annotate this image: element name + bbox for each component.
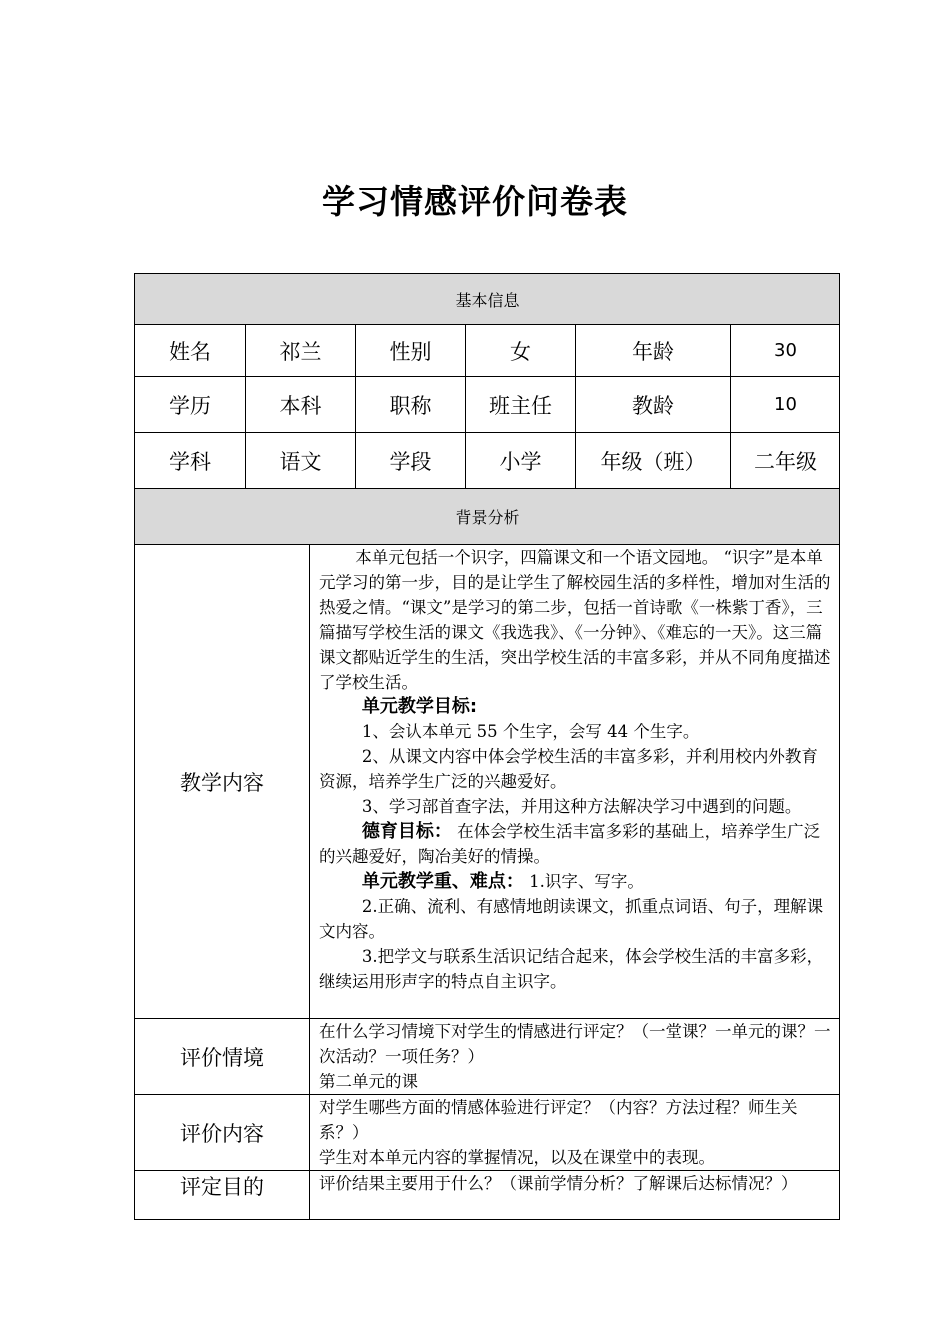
cell-text: 姓名 — [169, 339, 211, 364]
key-2: 2.正确、流利、有感情地朗读课文，抓重点词语、句子，理解课文内容。 — [319, 897, 824, 941]
page-title: 学习情感评价问卷表 — [322, 182, 628, 221]
info-cell-stage-value — [465, 432, 575, 488]
info-cell-gender-value — [465, 324, 575, 376]
basic-info-header-label: 基本信息 — [455, 290, 520, 310]
info-cell-education-label — [134, 376, 245, 432]
eval-content-answer: 学生对本单元内容的掌握情况，以及在课堂中的表现。 — [319, 1148, 715, 1167]
eval-content-body — [309, 1094, 840, 1170]
moral-text: 在体会学校生活丰富多彩的基础上，培养学生广泛的兴趣爱好，陶冶美好的情操。 — [319, 822, 821, 866]
cell-text: 30 — [774, 340, 797, 361]
cell-text: 职称 — [389, 393, 432, 418]
cell-text: 年级（班） — [600, 449, 706, 474]
info-cell-age-label — [575, 324, 730, 376]
eval-purpose-label: 评定目的 — [180, 1175, 264, 1199]
cell-text: 教龄 — [632, 393, 674, 418]
eval-context-label-cell — [134, 1018, 309, 1094]
cell-text: 性别 — [389, 339, 432, 364]
eval-context-label: 评价情境 — [180, 1045, 264, 1070]
info-cell-title-value — [465, 376, 575, 432]
eval-purpose-body — [309, 1170, 840, 1220]
key-3: 3.把学文与联系生活识记结合起来，体会学校生活的丰富多彩，继续运用形声字的特点自主识字。 — [319, 947, 824, 991]
background-header — [134, 488, 840, 544]
background-header-label: 背景分析 — [455, 508, 520, 527]
cell-text: 二年级 — [754, 449, 817, 474]
key-1: 1.识字、写字。 — [529, 872, 644, 891]
eval-purpose-question: 评价结果主要用于什么？（课前学情分析？了解课后达标情况？） — [319, 1174, 798, 1193]
eval-purpose-label-cell — [134, 1170, 309, 1220]
cell-text: 学科 — [169, 449, 211, 474]
teaching-content-label-cell — [134, 544, 309, 1018]
info-cell-gender-label — [355, 324, 465, 376]
basic-info-header — [134, 273, 840, 324]
eval-context-question: 在什么学习情境下对学生的情感进行评定？（一堂课？一单元的课？一次活动？一项任务？） — [319, 1022, 831, 1066]
cell-text: 学段 — [389, 449, 432, 474]
table-bottom-border — [134, 1219, 840, 1220]
key-title: 单元教学重、难点： — [361, 871, 524, 892]
table-right-border — [839, 273, 840, 1220]
info-cell-name-label — [134, 324, 245, 376]
cell-text: 10 — [774, 394, 797, 415]
cell-text: 女 — [510, 339, 531, 364]
info-cell-subject-value — [245, 432, 355, 488]
eval-content-question: 对学生哪些方面的情感体验进行评定？（内容？方法过程？师生关系？） — [319, 1098, 798, 1142]
eval-context-body — [309, 1018, 840, 1094]
cell-text: 本科 — [279, 393, 322, 418]
teaching-content-body — [309, 544, 840, 1018]
info-cell-grade-label — [575, 432, 730, 488]
goals-title: 单元教学目标: — [361, 696, 478, 717]
info-cell-subject-label — [134, 432, 245, 488]
evaluation-table — [134, 273, 840, 1220]
teaching-content-label: 教学内容 — [180, 770, 264, 795]
eval-content-label: 评价内容 — [180, 1121, 264, 1146]
moral-title: 德育目标： — [361, 821, 452, 842]
info-cell-title-label — [355, 376, 465, 432]
eval-context-answer: 第二单元的课 — [319, 1072, 418, 1091]
info-cell-name-value — [245, 324, 355, 376]
info-cell-years-label — [575, 376, 730, 432]
info-cell-education-value — [245, 376, 355, 432]
cell-text: 小学 — [499, 449, 542, 474]
goal-1: 1、会认本单元 55 个生字，会写 44 个生字。 — [361, 722, 700, 741]
info-cell-stage-label — [355, 432, 465, 488]
cell-text: 年龄 — [632, 339, 674, 364]
cell-text: 学历 — [169, 393, 211, 418]
cell-text: 祁兰 — [279, 339, 322, 364]
cell-text: 语文 — [279, 449, 322, 474]
goal-3: 3、学习部首查字法，并用这种方法解决学习中遇到的问题。 — [361, 797, 802, 816]
info-cell-years-value — [730, 376, 840, 432]
goal-2: 2、从课文内容中体会学校生活的丰富多彩，并利用校内外教育资源，培养学生广泛的兴趣爱好。 — [319, 747, 818, 791]
info-cell-grade-value — [730, 432, 840, 488]
eval-content-label-cell — [134, 1094, 309, 1170]
cell-text: 班主任 — [489, 393, 552, 418]
info-cell-age-value — [730, 324, 840, 376]
teaching-intro: 本单元包括一个识字，四篇课文和一个语文园地。 “识字”是本单元学习的第一步，目的是让学生了解校园生活的多样性，增加对生活的热爱之情。“课文”是学习的第二步，包括一首诗歌《一株紫丁香》，三篇描写学校生活的课文《我选我》、《一分钟》、《难忘的一天》。这三篇课文都贴近学生的生活，突出学校生活的丰富多彩，并从不同角度描述了学校生活。 — [319, 548, 831, 692]
